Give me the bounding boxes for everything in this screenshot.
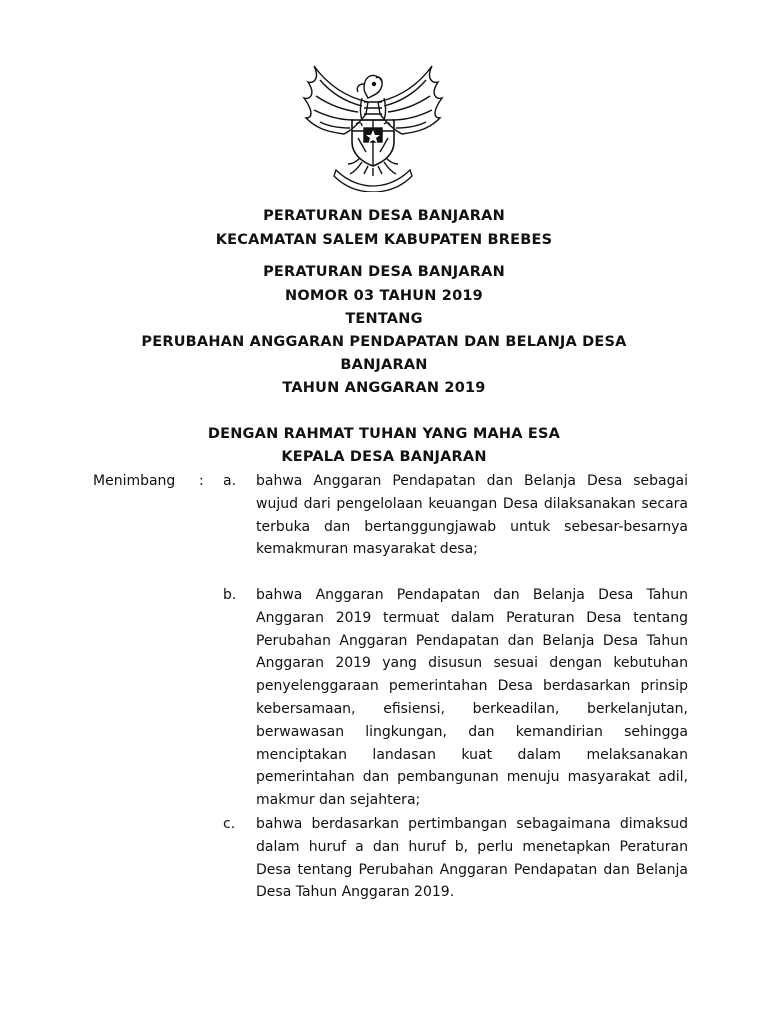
item-letter: a.: [223, 473, 237, 489]
opening-invocation: DENGAN RAHMAT TUHAN YANG MAHA ESA: [207, 426, 561, 442]
title-fiscal-year: TAHUN ANGGARAN 2019: [282, 380, 486, 396]
regulation-heading-line-2: KECAMATAN SALEM KABUPATEN BREBES: [215, 232, 553, 248]
title-subject-line-1: PERUBAHAN ANGGARAN PENDAPATAN DAN BELANJA DESA: [141, 334, 627, 350]
title-subject-line-2: BANJARAN: [340, 357, 428, 373]
item-text: bahwa berdasarkan pertimbangan sebagaimana dimaksud dalam huruf a dan huruf b, perlu menetapkan Peraturan Desa tentang Perubahan Anggaran Pendapatan dan Belanja Desa Tahun Anggaran 2019.: [256, 816, 688, 901]
regulation-heading-line-1: PERATURAN DESA BANJARAN: [263, 208, 505, 224]
title-tentang: TENTANG: [345, 311, 423, 327]
considering-label: Menimbang: [93, 473, 176, 489]
garuda-pancasila-emblem: [300, 58, 446, 192]
item-text: bahwa Anggaran Pendapatan dan Belanja Desa sebagai wujud dari pengelolaan keuangan Desa dilaksanakan secara terbuka dan bertanggungjawab untuk sebesar-besarnya kemakmuran masyarakat desa;: [256, 473, 688, 558]
village-head-title: KEPALA DESA BANJARAN: [281, 449, 487, 465]
item-letter: b.: [223, 587, 237, 603]
considering-colon: :: [199, 473, 204, 489]
title-number: NOMOR 03 TAHUN 2019: [285, 288, 483, 304]
item-letter: c.: [223, 816, 236, 832]
item-text: bahwa Anggaran Pendapatan dan Belanja Desa Tahun Anggaran 2019 termuat dalam Peraturan Desa tentang Perubahan Anggaran Pendapatan dan Belanja Desa Tahun Anggaran 2019 yang disusun sesuai dengan kebutuhan penyelenggaraan pemerintahan Desa berdasarkan prinsip kebersamaan, efisiensi, berkeadilan, berkelanjutan, berwawasan lingkungan, dan kemandirian sehingga menciptakan landasan kuat dalam melaksanakan pemerintahan dan pembangunan menuju masyarakat adil, makmur dan sejahtera;: [256, 587, 688, 809]
title-line-1: PERATURAN DESA BANJARAN: [263, 264, 505, 280]
